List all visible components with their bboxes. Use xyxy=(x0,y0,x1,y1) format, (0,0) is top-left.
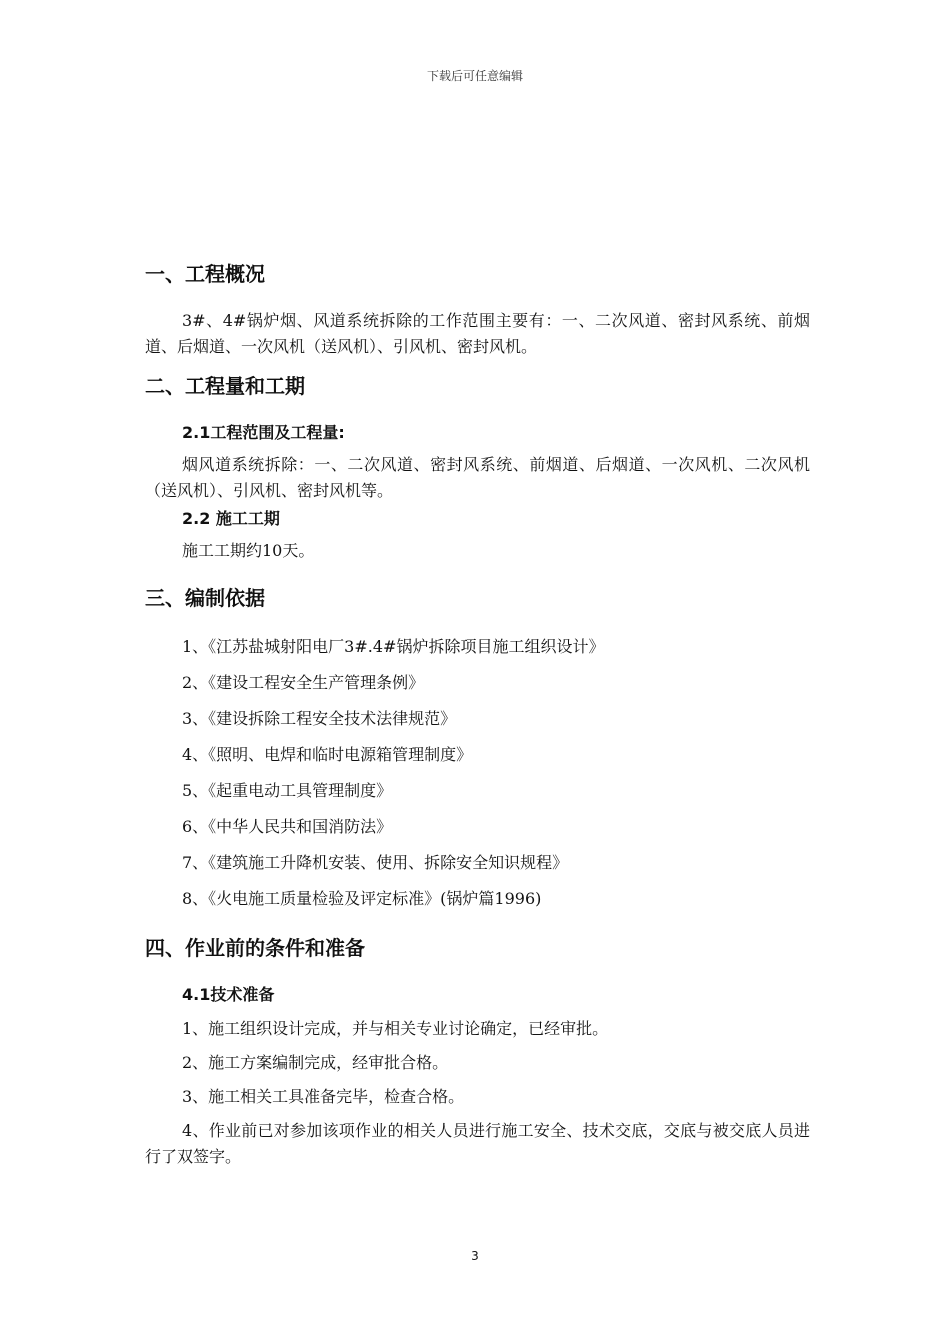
section-2-2-paragraph: 施工工期约10天。 xyxy=(182,541,315,560)
section-2-2-title: 2.2 施工工期 xyxy=(182,509,280,528)
section-1-title: 一、工程概况 xyxy=(145,262,265,286)
section-3-title: 三、编制依据 xyxy=(145,586,265,610)
reference-item: 8、《火电施工质量检验及评定标准》(锅炉篇1996) xyxy=(182,889,542,908)
section-2-1-title: 2.1工程范围及工程量: xyxy=(182,423,345,442)
reference-item: 5、《起重电动工具管理制度》 xyxy=(182,781,393,800)
section-4-1-title: 4.1技术准备 xyxy=(182,985,275,1004)
page-number: 3 xyxy=(471,1249,479,1263)
reference-item: 7、《建筑施工升降机安装、使用、拆除安全知识规程》 xyxy=(182,853,569,872)
section-2-1-paragraph: 烟风道系统拆除：一、二次风道、密封风系统、前烟道、后烟道、一次风机、二次风机（送风机）、引风机、密封风机等。 xyxy=(145,455,810,500)
reference-item: 1、《江苏盐城射阳电厂3#.4#锅炉拆除项目施工组织设计》 xyxy=(182,637,605,656)
reference-item: 4、《照明、电焊和临时电源箱管理制度》 xyxy=(182,745,473,764)
page-header: 下载后可任意编辑 xyxy=(426,69,523,83)
preparation-item: 1、施工组织设计完成，并与相关专业讨论确定，已经审批。 xyxy=(182,1019,609,1038)
document-body xyxy=(145,258,810,1170)
reference-item: 3、《建设拆除工程安全技术法律规范》 xyxy=(182,709,457,728)
preparation-item: 3、施工相关工具准备完毕，检查合格。 xyxy=(182,1087,465,1106)
reference-item: 6、《中华人民共和国消防法》 xyxy=(182,817,393,836)
section-2-title: 二、工程量和工期 xyxy=(145,374,305,398)
reference-item: 2、《建设工程安全生产管理条例》 xyxy=(182,673,425,692)
section-1-paragraph: 3#、4#锅炉烟、风道系统拆除的工作范围主要有：一、二次风道、密封风系统、前烟道、后烟道、一次风机（送风机）、引风机、密封风机。 xyxy=(145,311,810,356)
preparation-item: 4、作业前已对参加该项作业的相关人员进行施工安全、技术交底，交底与被交底人员进行了双签字。 xyxy=(145,1121,810,1166)
preparation-item: 2、施工方案编制完成，经审批合格。 xyxy=(182,1053,449,1072)
section-4-title: 四、作业前的条件和准备 xyxy=(145,936,365,960)
